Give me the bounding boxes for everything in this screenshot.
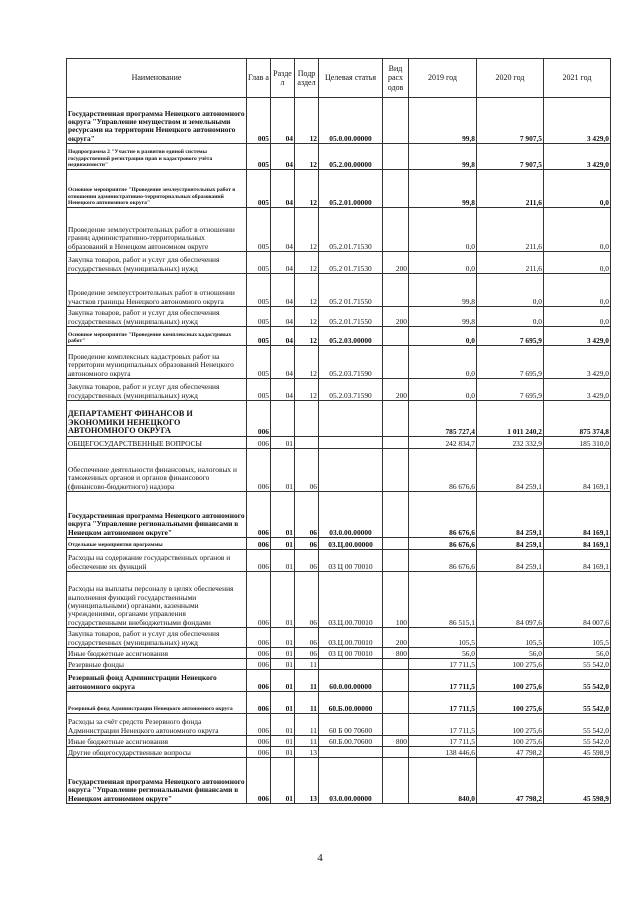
cell-name: Проведение комплексных кадастровых работ на территории муниципальных образований Ненецкого автономного округа bbox=[67, 346, 247, 379]
cell-name: Закупка товаров, работ и услуг для обеспечения государственных (муниципальных) нужд bbox=[67, 307, 247, 327]
cell-glava: 005 bbox=[247, 327, 271, 346]
cell-name: Закупка товаров, работ и услуг для обеспечения государственных (муниципальных) нужд bbox=[67, 252, 247, 274]
cell-razdel bbox=[271, 401, 295, 437]
cell-target: 03 Ц 00 70010 bbox=[319, 648, 383, 659]
cell-name: Основное мероприятие "Проведение землеустроительных работ в отношении административно-территориальных образований Ненецкого автономного округа" bbox=[67, 170, 247, 208]
cell-2020: 7 907,5 bbox=[477, 144, 544, 170]
cell-vid bbox=[383, 437, 409, 449]
header-2020: 2020 год bbox=[477, 59, 544, 98]
cell-2020: 232 332,9 bbox=[477, 437, 544, 449]
cell-2019: 0,0 bbox=[409, 327, 477, 346]
cell-razdel: 04 bbox=[271, 144, 295, 170]
cell-glava: 005 bbox=[247, 274, 271, 307]
cell-target: 03.0.00.00000 bbox=[319, 492, 383, 538]
cell-podrazdel: 12 bbox=[295, 379, 319, 401]
cell-name: Государственная программа Ненецкого автономного округа "Управление региональными финансами в Ненецком автономном округе" bbox=[67, 758, 247, 804]
cell-2020: 7 695,9 bbox=[477, 327, 544, 346]
cell-target: 03.Ц.00.70010 bbox=[319, 572, 383, 628]
cell-name: Основное мероприятие "Проведение комплексных кадастровых работ" bbox=[67, 327, 247, 346]
cell-2019: 105,5 bbox=[409, 628, 477, 648]
cell-podrazdel: 06 bbox=[295, 628, 319, 648]
cell-razdel: 04 bbox=[271, 379, 295, 401]
cell-glava: 005 bbox=[247, 208, 271, 252]
cell-2019: 840,0 bbox=[409, 758, 477, 804]
cell-2019: 17 711,5 bbox=[409, 736, 477, 747]
cell-podrazdel: 12 bbox=[295, 252, 319, 274]
cell-vid: 200 bbox=[383, 628, 409, 648]
header-2019: 2019 год bbox=[409, 59, 477, 98]
cell-2020: 211,6 bbox=[477, 252, 544, 274]
cell-glava: 006 bbox=[247, 538, 271, 550]
cell-podrazdel: 06 bbox=[295, 572, 319, 628]
cell-glava: 006 bbox=[247, 628, 271, 648]
cell-glava: 006 bbox=[247, 449, 271, 492]
cell-podrazdel: 06 bbox=[295, 449, 319, 492]
cell-2021: 55 542,0 bbox=[544, 670, 611, 692]
cell-2021: 84 169,1 bbox=[544, 492, 611, 538]
cell-2021: 56,0 bbox=[544, 648, 611, 659]
cell-vid bbox=[383, 208, 409, 252]
cell-2021: 0,0 bbox=[544, 274, 611, 307]
cell-glava: 005 bbox=[247, 346, 271, 379]
cell-2019: 0,0 bbox=[409, 208, 477, 252]
table-row bbox=[67, 208, 611, 252]
cell-podrazdel: 12 bbox=[295, 307, 319, 327]
cell-name: ОБЩЕГОСУДАРСТВЕННЫЕ ВОПРОСЫ bbox=[67, 437, 247, 449]
cell-razdel: 01 bbox=[271, 492, 295, 538]
table-row bbox=[67, 379, 611, 401]
cell-2019: 99,8 bbox=[409, 170, 477, 208]
cell-2019: 99,8 bbox=[409, 98, 477, 144]
cell-razdel: 01 bbox=[271, 659, 295, 670]
cell-2020: 7 695,9 bbox=[477, 346, 544, 379]
cell-2020: 56,0 bbox=[477, 648, 544, 659]
header-glava: Глав а bbox=[247, 59, 271, 98]
table-row bbox=[67, 144, 611, 170]
cell-vid bbox=[383, 659, 409, 670]
cell-razdel: 04 bbox=[271, 346, 295, 379]
cell-2021: 0,0 bbox=[544, 208, 611, 252]
cell-razdel: 01 bbox=[271, 437, 295, 449]
header-2021: 2021 год bbox=[544, 59, 611, 98]
cell-vid: 800 bbox=[383, 648, 409, 659]
cell-podrazdel: 06 bbox=[295, 492, 319, 538]
cell-2021: 3 429,0 bbox=[544, 327, 611, 346]
cell-razdel: 04 bbox=[271, 170, 295, 208]
cell-name: Государственная программа Ненецкого автономного округа "Управление имуществом и земельными ресурсами на территории Ненецкого автономного округа" bbox=[67, 98, 247, 144]
cell-podrazdel bbox=[295, 401, 319, 437]
cell-vid bbox=[383, 449, 409, 492]
cell-podrazdel: 13 bbox=[295, 758, 319, 804]
cell-vid bbox=[383, 550, 409, 572]
cell-target: 05.2.03.00000 bbox=[319, 327, 383, 346]
cell-2021: 55 542,0 bbox=[544, 714, 611, 736]
cell-razdel: 01 bbox=[271, 758, 295, 804]
cell-vid bbox=[383, 492, 409, 538]
cell-target bbox=[319, 401, 383, 437]
cell-2021: 185 310,0 bbox=[544, 437, 611, 449]
cell-2020: 211,6 bbox=[477, 208, 544, 252]
cell-razdel: 01 bbox=[271, 714, 295, 736]
cell-2021: 3 429,0 bbox=[544, 98, 611, 144]
cell-2020: 100 275,6 bbox=[477, 659, 544, 670]
cell-podrazdel: 06 bbox=[295, 648, 319, 659]
cell-podrazdel: 11 bbox=[295, 670, 319, 692]
cell-name: Расходы на содержание государственных органов и обеспечение их функций bbox=[67, 550, 247, 572]
cell-podrazdel: 12 bbox=[295, 170, 319, 208]
table-row bbox=[67, 758, 611, 804]
table-header-row bbox=[67, 59, 611, 98]
cell-glava: 006 bbox=[247, 437, 271, 449]
cell-glava: 006 bbox=[247, 648, 271, 659]
cell-2019: 138 446,6 bbox=[409, 747, 477, 758]
cell-2019: 99,8 bbox=[409, 307, 477, 327]
cell-2020: 0,0 bbox=[477, 307, 544, 327]
cell-target: 05.2.03.71590 bbox=[319, 346, 383, 379]
header-target: Целевая статья bbox=[319, 59, 383, 98]
cell-name: Другие общегосударственные вопросы bbox=[67, 747, 247, 758]
cell-glava: 005 bbox=[247, 252, 271, 274]
cell-glava: 005 bbox=[247, 379, 271, 401]
budget-table bbox=[66, 58, 611, 804]
table-row bbox=[67, 670, 611, 692]
cell-2019: 242 834,7 bbox=[409, 437, 477, 449]
cell-2019: 99,8 bbox=[409, 144, 477, 170]
cell-target: 05.0.00.00000 bbox=[319, 98, 383, 144]
cell-target: 60 Б 00 70600 bbox=[319, 714, 383, 736]
cell-2021: 0,0 bbox=[544, 170, 611, 208]
table-row bbox=[67, 648, 611, 659]
cell-2021: 84 169,1 bbox=[544, 550, 611, 572]
cell-target: 03.0.00.00000 bbox=[319, 758, 383, 804]
cell-razdel: 04 bbox=[271, 208, 295, 252]
cell-target: 03 Ц 00 70010 bbox=[319, 550, 383, 572]
cell-razdel: 04 bbox=[271, 274, 295, 307]
cell-razdel: 01 bbox=[271, 692, 295, 714]
table-row bbox=[67, 327, 611, 346]
table-row bbox=[67, 252, 611, 274]
table-row bbox=[67, 98, 611, 144]
cell-2021: 45 598,9 bbox=[544, 758, 611, 804]
cell-2020: 84 259,1 bbox=[477, 492, 544, 538]
cell-target bbox=[319, 659, 383, 670]
cell-vid: 200 bbox=[383, 379, 409, 401]
cell-razdel: 01 bbox=[271, 747, 295, 758]
cell-name: Обеспечение деятельности финансовых, налоговых и таможенных органов и органов финансового (финансово-бюджетного) надзора bbox=[67, 449, 247, 492]
cell-glava: 006 bbox=[247, 572, 271, 628]
cell-glava: 006 bbox=[247, 758, 271, 804]
cell-razdel: 01 bbox=[271, 736, 295, 747]
cell-razdel: 01 bbox=[271, 449, 295, 492]
cell-glava: 006 bbox=[247, 736, 271, 747]
cell-vid: 800 bbox=[383, 736, 409, 747]
table-row bbox=[67, 550, 611, 572]
cell-target bbox=[319, 449, 383, 492]
cell-glava: 006 bbox=[247, 492, 271, 538]
table-row bbox=[67, 346, 611, 379]
cell-2019: 17 711,5 bbox=[409, 659, 477, 670]
cell-2020: 100 275,6 bbox=[477, 736, 544, 747]
cell-podrazdel bbox=[295, 437, 319, 449]
cell-vid: 200 bbox=[383, 307, 409, 327]
cell-target: 05.2.00.00000 bbox=[319, 144, 383, 170]
cell-target: 05.2 01.71530 bbox=[319, 252, 383, 274]
table-row bbox=[67, 538, 611, 550]
cell-glava: 005 bbox=[247, 144, 271, 170]
cell-vid bbox=[383, 747, 409, 758]
cell-podrazdel: 12 bbox=[295, 327, 319, 346]
page-number: 4 bbox=[317, 852, 323, 864]
cell-2020: 1 011 240,2 bbox=[477, 401, 544, 437]
cell-name: Расходы за счёт средств Резервного фонда Администрации Ненецкого автономного округа bbox=[67, 714, 247, 736]
cell-2021: 84 169,1 bbox=[544, 538, 611, 550]
cell-podrazdel: 11 bbox=[295, 714, 319, 736]
cell-target: 60.0.00.00000 bbox=[319, 670, 383, 692]
cell-name: Проведение землеустроительных работ в отношении участков границы Ненецкого автономного округа bbox=[67, 274, 247, 307]
cell-2020: 7 907,5 bbox=[477, 98, 544, 144]
cell-vid bbox=[383, 401, 409, 437]
cell-2019: 17 711,5 bbox=[409, 714, 477, 736]
cell-2021: 105,5 bbox=[544, 628, 611, 648]
cell-vid: 100 bbox=[383, 572, 409, 628]
cell-2020: 100 275,6 bbox=[477, 692, 544, 714]
cell-2019: 0,0 bbox=[409, 379, 477, 401]
cell-vid bbox=[383, 670, 409, 692]
cell-razdel: 04 bbox=[271, 327, 295, 346]
cell-vid bbox=[383, 758, 409, 804]
cell-vid bbox=[383, 714, 409, 736]
cell-glava: 006 bbox=[247, 550, 271, 572]
table-row bbox=[67, 274, 611, 307]
cell-2019: 86 515,1 bbox=[409, 572, 477, 628]
cell-2021: 84 169,1 bbox=[544, 449, 611, 492]
cell-razdel: 01 bbox=[271, 628, 295, 648]
cell-vid bbox=[383, 274, 409, 307]
cell-2019: 0,0 bbox=[409, 346, 477, 379]
cell-name: Иные бюджетные ассигнования bbox=[67, 648, 247, 659]
cell-name: Закупка товаров, работ и услуг для обеспечения государственных (муниципальных) нужд bbox=[67, 379, 247, 401]
table-row bbox=[67, 401, 611, 437]
cell-podrazdel: 12 bbox=[295, 208, 319, 252]
table-row bbox=[67, 692, 611, 714]
cell-2021: 55 542,0 bbox=[544, 736, 611, 747]
cell-vid bbox=[383, 692, 409, 714]
cell-name: ДЕПАРТАМЕНТ ФИНАНСОВ И ЭКОНОМИКИ НЕНЕЦКОГО АВТОНОМНОГО ОКРУГА bbox=[67, 401, 247, 437]
cell-podrazdel: 12 bbox=[295, 346, 319, 379]
cell-razdel: 01 bbox=[271, 670, 295, 692]
cell-2019: 86 676,6 bbox=[409, 550, 477, 572]
cell-glava: 005 bbox=[247, 170, 271, 208]
cell-2019: 56,0 bbox=[409, 648, 477, 659]
cell-2021: 45 598,9 bbox=[544, 747, 611, 758]
header-vid: Вид расх одов bbox=[383, 59, 409, 98]
header-podrazdel: Подр аздел bbox=[295, 59, 319, 98]
cell-target: 05.2.01.71550 bbox=[319, 307, 383, 327]
cell-razdel: 04 bbox=[271, 98, 295, 144]
cell-name: Иные бюджетные ассигнования bbox=[67, 736, 247, 747]
cell-name: Государственная программа Ненецкого автономного округа "Управление региональными финансами в Ненецком автономном округе" bbox=[67, 492, 247, 538]
cell-name: Резервный фонд Администрации Ненецкого автономного округа bbox=[67, 670, 247, 692]
cell-glava: 006 bbox=[247, 714, 271, 736]
cell-2021: 84 007,6 bbox=[544, 572, 611, 628]
cell-target: 05.2.01.71530 bbox=[319, 208, 383, 252]
table-row bbox=[67, 170, 611, 208]
table-row bbox=[67, 659, 611, 670]
cell-2021: 3 429,0 bbox=[544, 379, 611, 401]
cell-2021: 0,0 bbox=[544, 252, 611, 274]
cell-name: Закупка товаров, работ и услуг для обеспечения государственных (муниципальных) нужд bbox=[67, 628, 247, 648]
cell-name: Резервные фонды bbox=[67, 659, 247, 670]
cell-2021: 3 429,0 bbox=[544, 144, 611, 170]
cell-podrazdel: 12 bbox=[295, 144, 319, 170]
cell-name: Отдельные мероприятия программы bbox=[67, 538, 247, 550]
cell-glava: 006 bbox=[247, 670, 271, 692]
table-row bbox=[67, 628, 611, 648]
cell-glava: 005 bbox=[247, 307, 271, 327]
table-row bbox=[67, 736, 611, 747]
table-row bbox=[67, 307, 611, 327]
cell-2020: 47 798,2 bbox=[477, 758, 544, 804]
cell-2019: 86 676,6 bbox=[409, 449, 477, 492]
cell-2020: 100 275,6 bbox=[477, 670, 544, 692]
cell-2020: 84 259,1 bbox=[477, 538, 544, 550]
table-row bbox=[67, 572, 611, 628]
cell-2021: 3 429,0 bbox=[544, 346, 611, 379]
cell-podrazdel: 06 bbox=[295, 550, 319, 572]
cell-2020: 84 097,6 bbox=[477, 572, 544, 628]
cell-podrazdel: 13 bbox=[295, 747, 319, 758]
cell-target: 05.2 01.71550 bbox=[319, 274, 383, 307]
cell-target: 60.Б.00.00000 bbox=[319, 692, 383, 714]
cell-vid bbox=[383, 98, 409, 144]
cell-name: Проведение землеустроительных работ в отношении границ административно-территориальных образований в Ненецком автономном округе bbox=[67, 208, 247, 252]
cell-name: Расходы на выплаты персоналу в целях обеспечения выполнения функций государственными (муниципальными) органами, казенными учреждениями, органами управления государственными внебюджетными фондами bbox=[67, 572, 247, 628]
table-row bbox=[67, 437, 611, 449]
cell-target bbox=[319, 437, 383, 449]
cell-vid bbox=[383, 346, 409, 379]
cell-podrazdel: 12 bbox=[295, 98, 319, 144]
cell-podrazdel: 11 bbox=[295, 736, 319, 747]
cell-2021: 55 542,0 bbox=[544, 659, 611, 670]
table-row bbox=[67, 492, 611, 538]
cell-target: 05.2.03.71590 bbox=[319, 379, 383, 401]
cell-2020: 211,6 bbox=[477, 170, 544, 208]
cell-target bbox=[319, 747, 383, 758]
budget-sheet bbox=[66, 58, 610, 804]
header-name: Наименование bbox=[67, 59, 247, 98]
cell-name: Подпрограмма 2 "Участие в развитии единой системы государственной регистрации прав и кадастрового учёта недвижимости" bbox=[67, 144, 247, 170]
cell-2021: 55 542,0 bbox=[544, 692, 611, 714]
cell-target: 60.Б.00.70600 bbox=[319, 736, 383, 747]
cell-2020: 84 259,1 bbox=[477, 449, 544, 492]
cell-vid bbox=[383, 144, 409, 170]
cell-razdel: 01 bbox=[271, 550, 295, 572]
cell-2019: 86 676,6 bbox=[409, 538, 477, 550]
table-row bbox=[67, 747, 611, 758]
cell-podrazdel: 11 bbox=[295, 692, 319, 714]
cell-target: 05.2.01.00000 bbox=[319, 170, 383, 208]
cell-glava: 006 bbox=[247, 659, 271, 670]
cell-2019: 785 727,4 bbox=[409, 401, 477, 437]
cell-2020: 84 259,1 bbox=[477, 550, 544, 572]
cell-target: 03.Ц.00.00000 bbox=[319, 538, 383, 550]
cell-name: Резервный фонд Администрации Ненецкого автономного округа bbox=[67, 692, 247, 714]
cell-vid: 200 bbox=[383, 252, 409, 274]
table-row bbox=[67, 449, 611, 492]
cell-razdel: 01 bbox=[271, 538, 295, 550]
cell-vid bbox=[383, 327, 409, 346]
cell-razdel: 01 bbox=[271, 648, 295, 659]
header-razdel: Разде л bbox=[271, 59, 295, 98]
cell-2021: 0,0 bbox=[544, 307, 611, 327]
cell-glava: 006 bbox=[247, 692, 271, 714]
cell-target: 03.Ц.00.70010 bbox=[319, 628, 383, 648]
cell-podrazdel: 06 bbox=[295, 538, 319, 550]
cell-glava: 006 bbox=[247, 401, 271, 437]
cell-razdel: 04 bbox=[271, 252, 295, 274]
cell-podrazdel: 11 bbox=[295, 659, 319, 670]
cell-razdel: 04 bbox=[271, 307, 295, 327]
cell-glava: 005 bbox=[247, 98, 271, 144]
cell-2021: 875 374,8 bbox=[544, 401, 611, 437]
cell-2019: 17 711,5 bbox=[409, 670, 477, 692]
table-row bbox=[67, 714, 611, 736]
cell-vid bbox=[383, 170, 409, 208]
cell-razdel: 01 bbox=[271, 572, 295, 628]
cell-2019: 17 711,5 bbox=[409, 692, 477, 714]
cell-2020: 105,5 bbox=[477, 628, 544, 648]
cell-2020: 7 695,9 bbox=[477, 379, 544, 401]
cell-2019: 86 676,6 bbox=[409, 492, 477, 538]
cell-glava: 006 bbox=[247, 747, 271, 758]
cell-podrazdel: 12 bbox=[295, 274, 319, 307]
cell-2019: 99,8 bbox=[409, 274, 477, 307]
table-body bbox=[67, 98, 611, 804]
cell-2020: 47 798,2 bbox=[477, 747, 544, 758]
cell-2020: 0,0 bbox=[477, 274, 544, 307]
cell-2020: 100 275,6 bbox=[477, 714, 544, 736]
cell-vid bbox=[383, 538, 409, 550]
cell-2019: 0,0 bbox=[409, 252, 477, 274]
